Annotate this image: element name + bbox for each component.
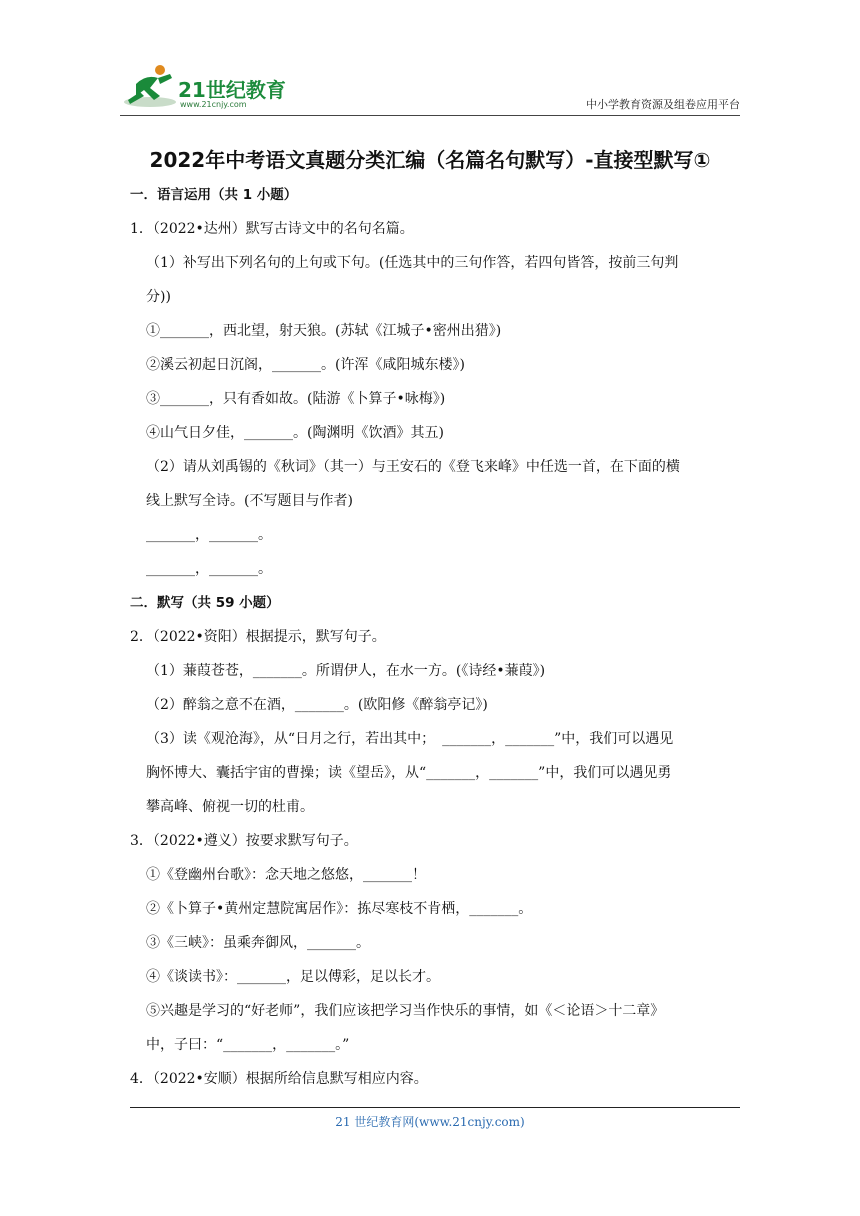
question-line: （2）醉翁之意不在酒，_______。(欧阳修《醉翁亭记》) [146,697,488,713]
question-line: 1．（2022•达州）默写古诗文中的名句名篇。 [130,221,414,237]
answer-blank-line: _______，_______。 [146,527,272,543]
question-line: （2）请从刘禹锡的《秋词》（其一）与王安石的《登飞来峰》中任选一首，在下面的横 [146,459,680,475]
section-heading: 一．语言运用（共 1 小题） [130,187,298,203]
question-line: ②溪云初起日沉阁，_______。(许浑《咸阳城东楼》) [146,357,465,373]
question-line: ④《谈读书》：_______，足以傅彩，足以长才。 [146,969,440,985]
runner-logo-icon [120,62,178,112]
question-line: ③_______，只有香如故。(陆游《卜算子•咏梅》) [146,391,446,407]
question-line: 2．（2022•资阳）根据提示，默写句子。 [130,629,386,645]
page-title: 2022年中考语文真题分类汇编（名篇名句默写）-直接型默写① [149,148,711,172]
question-line: （3）读《观沧海》，从“日月之行，若出其中； _______，_______”中，我们可以遇见 [146,731,674,747]
question-line: 攀高峰、俯视一切的杜甫。 [146,799,314,815]
question-line: ①《登幽州台歌》：念天地之悠悠，_______！ [146,867,426,883]
question-line: ②《卜算子•黄州定慧院寓居作》：拣尽寒枝不肯栖，_______。 [146,901,533,917]
question-line: 3．（2022•遵义）按要求默写句子。 [130,833,358,849]
question-line: 中，子曰：“_______，_______。” [146,1037,350,1053]
question-line: 线上默写全诗。(不写题目与作者) [146,493,353,509]
logo-text: 21世纪教育 [178,78,286,102]
section-heading: 二．默写（共 59 小题） [130,595,280,611]
footer-divider [130,1107,740,1108]
platform-label: 中小学教育资源及组卷应用平台 [586,98,740,111]
header-divider [120,115,740,116]
footer-link[interactable]: 21 世纪教育网(www.21cnjy.com) [335,1115,525,1129]
question-line: （1）补写出下列名句的上句或下句。(任选其中的三句作答，若四句皆答，按前三句判 [146,255,679,271]
question-line: ③《三峡》：虽乘奔御风，_______。 [146,935,370,951]
question-line: 胸怀博大、囊括宇宙的曹操；读《望岳》，从“_______，_______”中，我们可以遇见勇 [146,765,672,781]
site-logo [120,62,300,114]
document-body [130,178,740,1096]
question-line: 4．（2022•安顺）根据所给信息默写相应内容。 [130,1071,428,1087]
question-line: 分)) [146,289,171,305]
page-header [120,62,740,114]
logo-url: www.21cnjy.com [180,100,247,109]
answer-blank-line: _______，_______。 [146,561,272,577]
question-line: ①_______，西北望，射天狼。(苏轼《江城子•密州出猎》) [146,323,502,339]
question-line: （1）蒹葭苍苍，_______。所谓伊人，在水一方。(《诗经•蒹葭》) [146,663,546,679]
question-line: ⑤兴趣是学习的“好老师”，我们应该把学习当作快乐的事情，如《＜论语＞十二章》 [146,1003,665,1019]
question-line: ④山气日夕佳，_______。(陶渊明《饮酒》其五) [146,425,444,441]
